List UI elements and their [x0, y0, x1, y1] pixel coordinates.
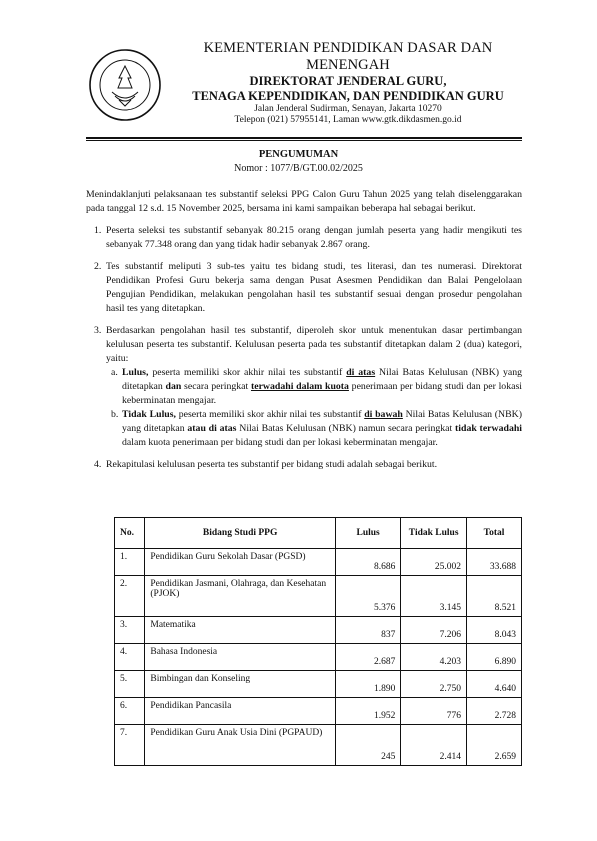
document-body: [86, 188, 522, 480]
text-span: Nilai Batas Kelulusan (NBK) yang ditetapkan: [122, 409, 523, 434]
directorate-line-2: TENAGA KEPENDIDIKAN, DAN PENDIDIKAN GURU: [192, 88, 504, 103]
emphasis: dan: [165, 381, 182, 392]
item-text: Peserta seleksi tes substantif sebanyak 80.215 orang dengan jumlah peserta yang hadir mengikuti tes sebanyak 77.348 orang dan yang tidak hadir sebanyak 2.867 orang.: [106, 225, 522, 250]
cell-lulus: 245: [335, 725, 400, 766]
list-number: 1.: [94, 225, 102, 236]
table-row: [115, 698, 522, 725]
cell-bidang: Pendidikan Pancasila: [145, 698, 336, 725]
table-row: [115, 617, 522, 644]
col-header-no: No.: [115, 518, 145, 549]
text-span: penerimaan per bidang studi dan per lokasi keberminatan mengajar.: [122, 381, 522, 406]
cell-no: 4.: [115, 644, 145, 671]
cell-total: 4.640: [467, 671, 522, 698]
category-label: Lulus,: [122, 367, 149, 378]
emphasis: di bawah: [364, 409, 403, 420]
list-letter: a.: [111, 367, 118, 378]
cell-no: 2.: [115, 576, 145, 617]
list-number: 2.: [94, 261, 102, 272]
item-text: Rekapitulasi kelulusan peserta tes substantif per bidang studi adalah sebagai berikut.: [106, 459, 438, 470]
item-text: Tes substantif meliputi 3 sub-tes yaitu tes bidang studi, tes literasi, dan tes numerasi. Direktorat Pendidikan Profesi Guru bekerja sama dengan Pusat Asesmen Pendidikan dan Balai Pengelolaan Pengujian Pendidikan, melakukan pengolahan hasil tes substantif sesuai dengan prosedur pengolahan hasil tes yang ditetapkan.: [106, 261, 522, 314]
letterhead: [168, 40, 528, 126]
text-span: dalam kuota penerimaan per bidang studi dan per lokasi keberminatan mengajar.: [122, 437, 438, 448]
document-title: PENGUMUMAN: [258, 149, 339, 160]
cell-bidang: Pendidikan Guru Sekolah Dasar (PGSD): [145, 549, 336, 576]
directorate-line-1: DIREKTORAT JENDERAL GURU,: [249, 74, 447, 89]
cell-total: 8.043: [467, 617, 522, 644]
category-item-tidak-lulus: [106, 408, 522, 450]
text-span: Nilai Batas Kelulusan (NBK) namun secara peringkat: [236, 423, 456, 434]
cell-tidak-lulus: 4.203: [401, 644, 467, 671]
address: Jalan Jenderal Sudirman, Senayan, Jakarta 10270: [254, 103, 442, 114]
cell-total: 2.659: [467, 725, 522, 766]
cell-no: 3.: [115, 617, 145, 644]
table-row: [115, 576, 522, 617]
cell-total: 8.521: [467, 576, 522, 617]
cell-tidak-lulus: 7.206: [401, 617, 467, 644]
intro-paragraph: Menindaklanjuti pelaksanaan tes substantif seleksi PPG Calon Guru Tahun 2025 yang telah diselenggarakan pada tanggal 12 s.d. 15 November 2025, bersama ini kami sampaikan beberapa hal sebagai berikut.: [86, 189, 522, 214]
text-span: peserta memiliki skor akhir nilai tes substantif: [148, 367, 347, 378]
category-item-lulus: [106, 366, 522, 408]
cell-lulus: 8.686: [335, 549, 400, 576]
table-row: [115, 644, 522, 671]
cell-bidang: Pendidikan Jasmani, Olahraga, dan Kesehatan (PJOK): [145, 576, 336, 617]
ministry-line-2: MENENGAH: [306, 57, 390, 74]
emphasis: tidak terwadahi: [455, 423, 523, 434]
list-item: [86, 458, 522, 472]
letterhead-rule-thin: [86, 140, 522, 141]
list-letter: b.: [111, 409, 119, 420]
cell-tidak-lulus: 2.414: [401, 725, 467, 766]
category-label: Tidak Lulus,: [122, 409, 177, 420]
cell-no: 1.: [115, 549, 145, 576]
ministry-line-1: KEMENTERIAN PENDIDIKAN DASAR DAN: [203, 40, 493, 56]
col-header-total: Total: [467, 518, 522, 549]
list-item: [86, 324, 522, 450]
text-span: Nilai Batas Kelulusan (NBK) yang ditetapkan: [122, 367, 522, 392]
emphasis: di atas: [346, 367, 376, 378]
list-item: [86, 224, 522, 252]
cell-tidak-lulus: 25.002: [401, 549, 467, 576]
emphasis: atau di atas: [187, 423, 237, 434]
list-item: [86, 260, 522, 316]
cell-no: 6.: [115, 698, 145, 725]
cell-lulus: 1.890: [335, 671, 400, 698]
cell-lulus: 1.952: [335, 698, 400, 725]
text-span: secara peringkat: [181, 381, 251, 392]
category-list: [106, 366, 522, 450]
table-row: [115, 725, 522, 766]
cell-no: 5.: [115, 671, 145, 698]
tut-wuri-handayani-logo: [88, 48, 162, 122]
contact: Telepon (021) 57955141, Laman www.gtk.dikdasmen.go.id: [234, 114, 462, 125]
cell-lulus: 837: [335, 617, 400, 644]
list-number: 3.: [94, 325, 102, 336]
table-header-row: [115, 518, 522, 549]
recap-table: [114, 517, 522, 766]
cell-tidak-lulus: 776: [401, 698, 467, 725]
col-header-bidang: Bidang Studi PPG: [145, 518, 336, 549]
item-text: Berdasarkan pengolahan hasil tes substantif, diperoleh skor untuk menentukan dasar pertimbangan kelulusan peserta tes substantif. Kelulusan peserta pada tes substantif ditetapkan dalam 2 (dua) kategori, yaitu:: [106, 325, 522, 364]
document-number: Nomor : 1077/B/GT.00.02/2025: [234, 163, 363, 174]
numbered-list: [86, 224, 522, 472]
cell-tidak-lulus: 2.750: [401, 671, 467, 698]
col-header-lulus: Lulus: [335, 518, 400, 549]
emphasis: terwadahi dalam kuota: [250, 381, 349, 392]
cell-no: 7.: [115, 725, 145, 766]
list-number: 4.: [94, 459, 102, 470]
cell-total: 33.688: [467, 549, 522, 576]
cell-bidang: Matematika: [145, 617, 336, 644]
cell-lulus: 5.376: [335, 576, 400, 617]
table-row: [115, 549, 522, 576]
cell-lulus: 2.687: [335, 644, 400, 671]
col-header-tidak-lulus: Tidak Lulus: [401, 518, 467, 549]
cell-bidang: Bimbingan dan Konseling: [145, 671, 336, 698]
cell-total: 6.890: [467, 644, 522, 671]
cell-bidang: Bahasa Indonesia: [145, 644, 336, 671]
cell-bidang: Pendidikan Guru Anak Usia Dini (PGPAUD): [145, 725, 336, 766]
cell-total: 2.728: [467, 698, 522, 725]
letterhead-rule: [86, 137, 522, 139]
table-row: [115, 671, 522, 698]
cell-tidak-lulus: 3.145: [401, 576, 467, 617]
text-span: peserta memiliki skor akhir nilai tes substantif: [176, 409, 365, 420]
